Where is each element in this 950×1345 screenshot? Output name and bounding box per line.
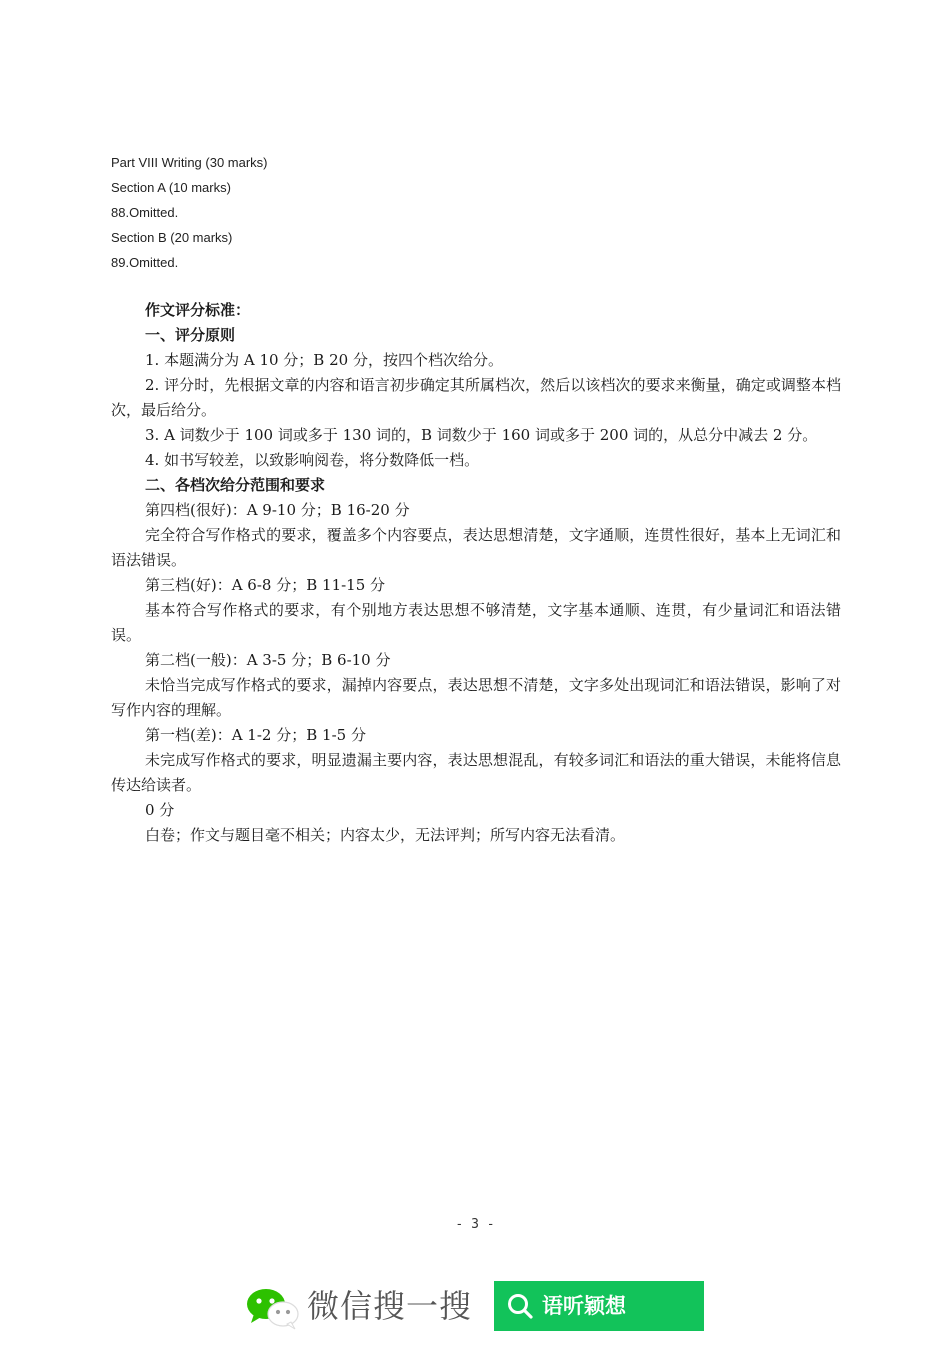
wechat-search-banner[interactable] xyxy=(245,1280,715,1332)
question-89: 89.Omitted. xyxy=(111,255,179,270)
wechat-icon xyxy=(245,1286,301,1330)
search-icon xyxy=(506,1292,534,1320)
rule-1: 1. 本题满分为 A 10 分；B 20 分，按四个档次给分。 xyxy=(145,351,503,369)
section1-heading: 一、评分原则 xyxy=(145,326,236,344)
page-number: - 3 - xyxy=(455,1217,495,1232)
rule-4: 4. 如书写较差，以致影响阅卷，将分数降低一档。 xyxy=(145,451,480,469)
band-4-description: 完全符合写作格式的要求，覆盖多个内容要点，表达思想清楚，文字通顺，连贯性很好，基本上无词汇和语法错误。 xyxy=(111,526,841,569)
exam-section-header xyxy=(111,150,268,275)
band-1-label: 第一档(差)：A 1-2 分；B 1-5 分 xyxy=(145,726,366,744)
criteria-title: 作文评分标准： xyxy=(145,301,251,319)
band-2-description: 未恰当完成写作格式的要求，漏掉内容要点，表达思想不清楚，文字多处出现词汇和语法错误，影响了对写作内容的理解。 xyxy=(111,676,841,719)
section-a-title: Section A (10 marks) xyxy=(111,180,231,195)
wechat-search-text: 微信搜一搜 xyxy=(307,1287,473,1325)
rule-3: 3. A 词数少于 100 词或多于 130 词的，B 词数少于 160 词或多于 200 词的，从总分中减去 2 分。 xyxy=(145,426,818,444)
question-88: 88.Omitted. xyxy=(111,205,179,220)
scoring-criteria xyxy=(111,298,841,848)
search-keyword: 语听颖想 xyxy=(542,1294,626,1318)
band-0-label: 0 分 xyxy=(145,801,175,819)
band-3-description: 基本符合写作格式的要求，有个别地方表达思想不够清楚，文字基本通顺、连贯，有少量词汇和语法错误。 xyxy=(111,601,841,644)
rule-2: 2. 评分时，先根据文章的内容和语言初步确定其所属档次，然后以该档次的要求来衡量，确定或调整本档次，最后给分。 xyxy=(111,376,841,419)
part-title: Part VIII Writing (30 marks) xyxy=(111,155,268,170)
band-0-description: 白卷；作文与题目毫不相关；内容太少，无法评判；所写内容无法看清。 xyxy=(145,826,626,844)
band-1-description: 未完成写作格式的要求，明显遗漏主要内容，表达思想混乱，有较多词汇和语法的重大错误，未能将信息传达给读者。 xyxy=(111,751,841,794)
section-b-title: Section B (20 marks) xyxy=(111,230,233,245)
band-4-label: 第四档(很好)：A 9-10 分；B 16-20 分 xyxy=(145,501,410,519)
search-button[interactable] xyxy=(494,1281,704,1331)
section2-heading: 二、各档次给分范围和要求 xyxy=(145,476,326,494)
band-2-label: 第二档(一般)：A 3-5 分；B 6-10 分 xyxy=(145,651,391,669)
band-3-label: 第三档(好)：A 6-8 分；B 11-15 分 xyxy=(145,576,386,594)
